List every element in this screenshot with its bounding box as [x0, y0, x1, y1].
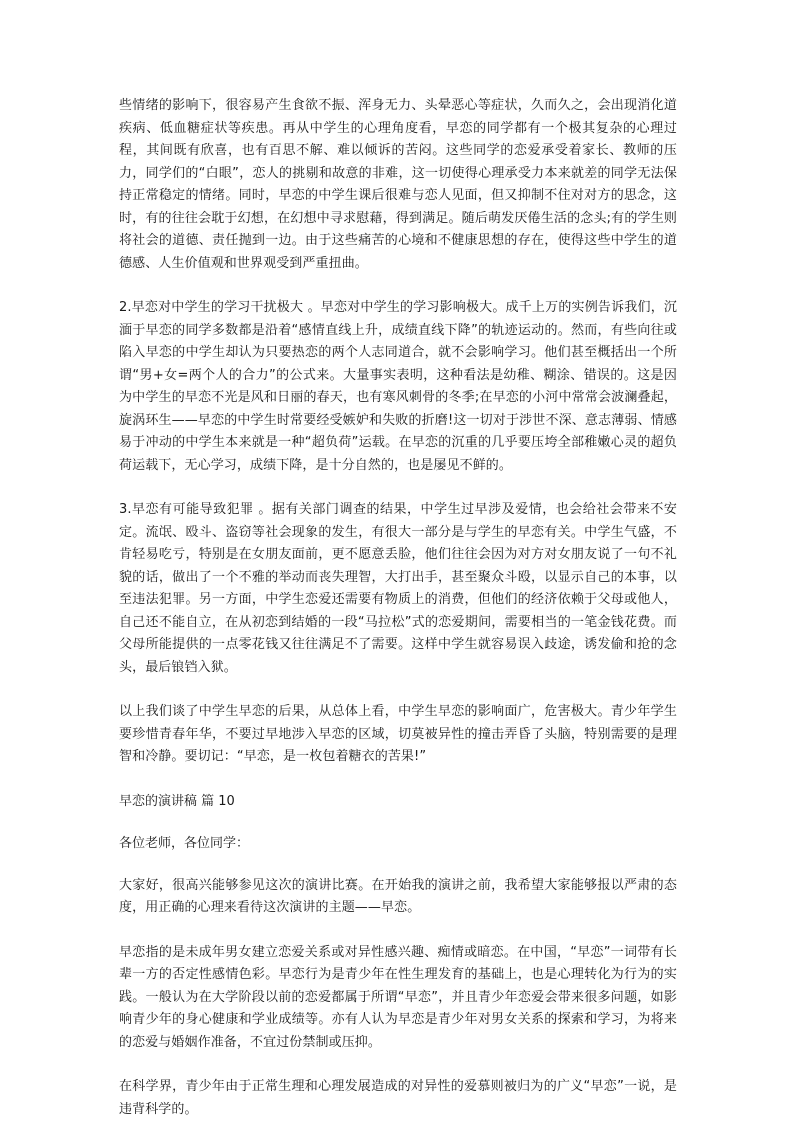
document-page [119, 95, 677, 1143]
paragraph-5: 大家好，很高兴能够参见这次的演讲比赛。在开始我的演讲之前，我希望大家能够报以严肃的态度，用正确的心理来看待这次演讲的主题——早恋。 [119, 877, 677, 915]
section-title: 早恋的演讲稿 篇 10 [119, 793, 235, 809]
paragraph-6: 早恋指的是未成年男女建立恋爱关系或对异性感兴趣、痴情或暗恋。在中国，“早恋”一词带有长辈一方的否定性感情色彩。早恋行为是青少年在性生理发育的基础上，也是心理转化为行为的实践。一般认为在大学阶段以前的恋爱都属于所谓“早恋”，并且青少年恋爱会带来很多问题，如影响青少年的身心健康和学业成绩等。亦有人认为早恋是青少年对男女关系的探索和学习，为将来的恋爱与婚姻作准备，不宜过份禁制或压抑。 [119, 944, 677, 1050]
paragraph-3: 3.早恋有可能导致犯罪 。据有关部门调查的结果，中学生过早涉及爱情，也会给社会带来不安定。流氓、殴斗、盗窃等社会现象的发生，有很大一部分是与学生的早恋有关。中学生气盛，不肯轻易吃亏，特别是在女朋友面前，更不愿意丢脸，他们往往会因为对方对女朋友说了一句不礼貌的话，做出了一个不雅的举动而丧失理智，大打出手，甚至聚众斗殴，以显示自己的本事，以至违法犯罪。另一方面，中学生恋爱还需要有物质上的消费，但他们的经济依赖于父母或他人，自己还不能自立，在从初恋到结婚的一段“马拉松”式的恋爱期间，需要相当的一笔金钱花费。而父母所能提供的一点零花钱又往往满足不了需要。这样中学生就容易误入歧途，诱发偷和抢的念头，最后锒铛入狱。 [119, 502, 677, 675]
paragraph-4: 以上我们谈了中学生早恋的后果，从总体上看，中学生早恋的影响面广，危害极大。青少年学生要珍惜青春年华，不要过早地涉入早恋的区域，切莫被异性的撞击弄昏了头脑，特别需要的是理智和冷静。要切记：“早恋，是一枚包着糖衣的苦果!” [119, 704, 677, 764]
greeting: 各位老师，各位同学： [119, 835, 250, 851]
paragraph-7: 在科学界，青少年由于正常生理和心理发展造成的对异性的爱慕则被归为的广义“早恋”一说，是违背科学的。 [119, 1079, 677, 1117]
paragraph-2: 2.早恋对中学生的学习干扰极大 。早恋对中学生的学习影响极大。成千上万的实例告诉我们，沉湎于早恋的同学多数都是沿着“感情直线上升，成绩直线下降”的轨迹运动的。然而，有些向往或陷入早恋的中学生却认为只要热恋的两个人志同道合，就不会影响学习。他们甚至概括出一个所谓“男+女=两个人的合力”的公式来。大量事实表明，这种看法是幼稚、糊涂、错误的。这是因为中学生的早恋不光是风和日丽的春天，也有寒风刺骨的冬季;在早恋的小河中常常会波澜叠起，旋涡环生——早恋的中学生时常要经受嫉妒和失败的折磨!这一切对于涉世不深、意志薄弱、情感易于冲动的中学生本来就是一种“超负荷”运载。在早恋的沉重的几乎要压垮全部稚嫩心灵的超负荷运载下，无心学习，成绩下降，是十分自然的，也是屡见不鲜的。 [119, 300, 677, 473]
paragraph-1: 些情绪的影响下，很容易产生食欲不振、浑身无力、头晕恶心等症状，久而久之，会出现消化道疾病、低血糖症状等疾患。再从中学生的心理角度看，早恋的同学都有一个极其复杂的心理过程，其间既有欣喜，也有百思不解、难以倾诉的苦闷。这些同学的恋爱承受着家长、教师的压力，同学们的“白眼”，恋人的挑剔和故意的非难，这一切使得心理承受力本来就差的同学无法保持正常稳定的情绪。同时，早恋的中学生课后很难与恋人见面，但又抑制不住对对方的思念，这时，有的往往会耽于幻想，在幻想中寻求慰藉，得到满足。随后萌发厌倦生活的念头;有的学生则将社会的道德、责任抛到一边。由于这些痛苦的心境和不健康思想的存在，使得这些中学生的道德感、人生价值观和世界观受到严重扭曲。 [119, 98, 677, 271]
